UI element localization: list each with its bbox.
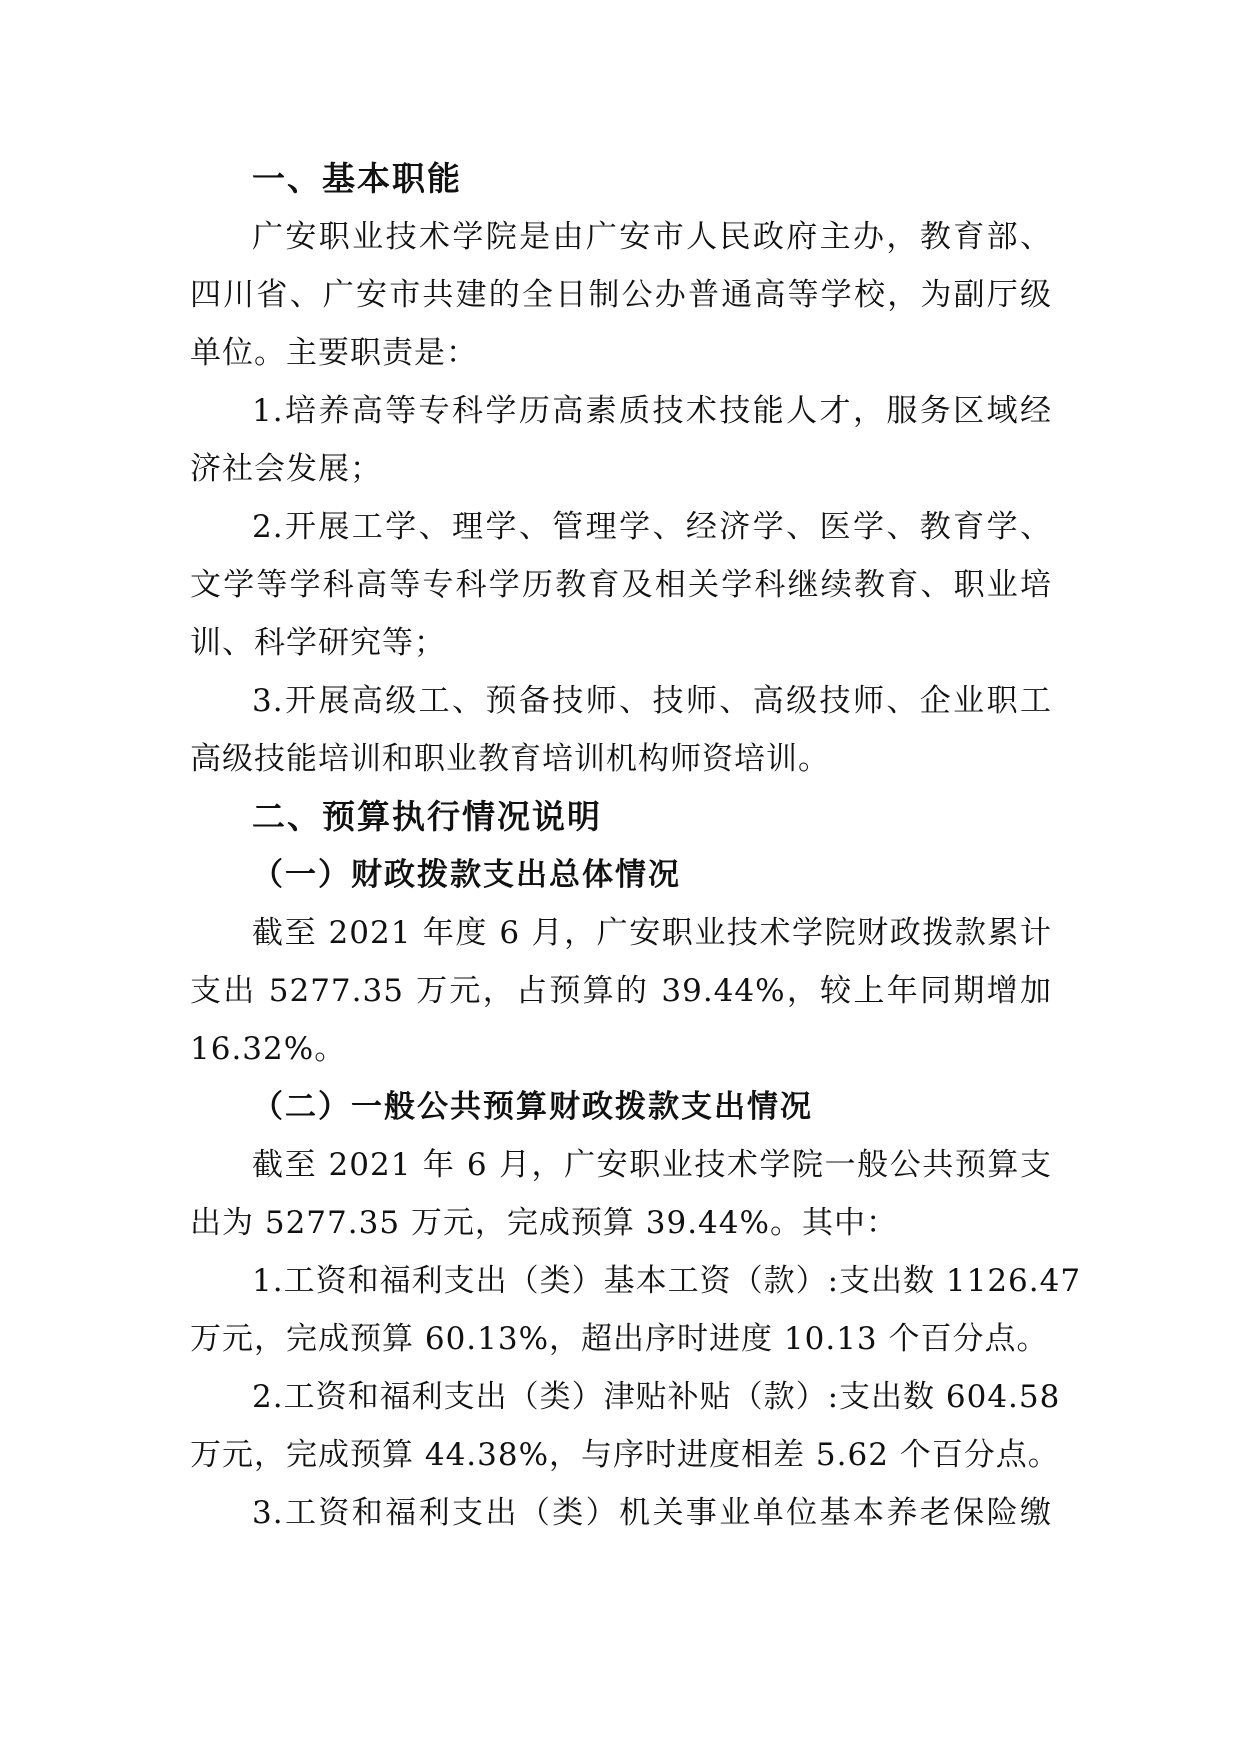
- text-line: 16.32%。: [190, 1031, 347, 1067]
- paragraph: [190, 904, 1052, 1078]
- text-line: 2.开展工学、理学、管理学、经济学、医学、教育学、: [252, 509, 1052, 545]
- subsection-heading: （一）财政拨款支出总体情况: [252, 857, 681, 893]
- paragraph: [190, 1368, 1061, 1484]
- section-heading: 一、基本职能: [252, 159, 462, 198]
- paragraph: [190, 498, 1052, 672]
- paragraph: [190, 1484, 1052, 1542]
- paragraph: [190, 1136, 1052, 1252]
- text-line: 3.工资和福利支出（类）机关事业单位基本养老保险缴: [252, 1495, 1052, 1531]
- text-line: 截至 2021 年 6 月，广安职业技术学院一般公共预算支: [252, 1147, 1052, 1183]
- subsection-heading: （二）一般公共预算财政拨款支出情况: [252, 1089, 813, 1125]
- text-line: 2.工资和福利支出（类）津贴补贴（款）:支出数 604.58: [252, 1379, 1061, 1415]
- text-line: 3.开展高级工、预备技师、技师、高级技师、企业职工: [252, 683, 1052, 719]
- text-line: 训、科学研究等；: [190, 625, 446, 661]
- text-line: 1.培养高等专科学历高素质技术技能人才，服务区域经: [252, 393, 1052, 429]
- text-line: 高级技能培训和职业教育培训机构师资培训。: [190, 741, 830, 777]
- section-heading: 二、预算执行情况说明: [252, 797, 602, 836]
- text-line: 单位。主要职责是：: [190, 335, 478, 371]
- text-line: 四川省、广安市共建的全日制公办普通高等学校，为副厅级: [190, 277, 1052, 313]
- document-page: [190, 150, 1082, 1542]
- text-line: 万元，完成预算 44.38%，与序时进度相差 5.62 个百分点。: [190, 1437, 1060, 1473]
- paragraph: [190, 208, 1052, 382]
- text-line: 出为 5277.35 万元，完成预算 39.44%。其中：: [190, 1205, 898, 1241]
- text-line: 支出 5277.35 万元，占预算的 39.44%，较上年同期增加: [190, 973, 1052, 1009]
- text-line: 济社会发展；: [190, 451, 382, 487]
- text-line: 1.工资和福利支出（类）基本工资（款）:支出数 1126.47: [252, 1263, 1082, 1299]
- text-line: 文学等学科高等专科学历教育及相关学科继续教育、职业培: [190, 567, 1052, 603]
- paragraph: [190, 672, 1052, 788]
- text-line: 截至 2021 年度 6 月，广安职业技术学院财政拨款累计: [252, 915, 1052, 951]
- text-line: 万元，完成预算 60.13%，超出序时进度 10.13 个百分点。: [190, 1321, 1049, 1357]
- paragraph: [190, 382, 1052, 498]
- paragraph: [190, 1252, 1082, 1368]
- text-line: 广安职业技术学院是由广安市人民政府主办，教育部、: [252, 219, 1052, 255]
